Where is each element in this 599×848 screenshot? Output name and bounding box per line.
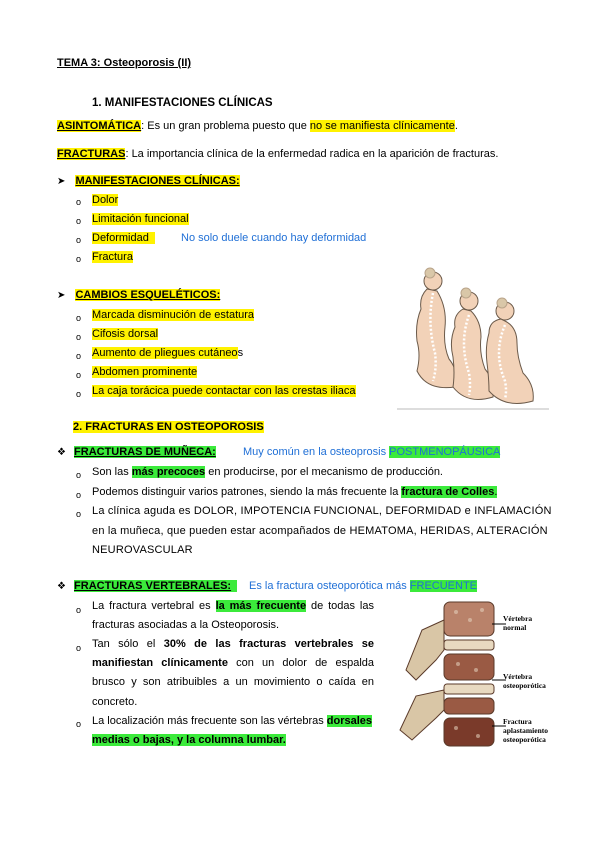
figure-label-aplast [503,717,548,744]
circle-bullet-icon: o [76,235,82,245]
asintomatica-highlight: no se manifiesta clínicamente [309,120,455,132]
figure-label-line: Vértebra [503,672,533,681]
list-item-bold: fractura de Colles [401,486,495,498]
list-item [92,483,497,502]
vertebrales-note-text: Es la fractura osteoporótica más [249,580,410,592]
muneca-note [243,446,500,458]
list-item-text: de todas las fracturas asociadas a la Osteoporosis. [92,600,374,632]
diamond-bullet-icon: ❖ [57,581,66,592]
muneca-heading: FRACTURAS DE MUÑECA: [74,446,216,458]
circle-bullet-icon: o [76,351,82,361]
fracturas-paragraph [57,148,498,160]
list-item-bold: 30% de las fracturas vertebrales se manifiestan clínicamente [92,638,374,670]
muneca-note-highlight: POSTMENOPÁUSICA [389,446,501,458]
list-item [92,229,155,248]
list-item-continued: NEUROVASCULAR [92,544,193,556]
circle-bullet-icon: o [76,719,82,729]
list-item-text: Fractura [92,251,133,263]
list-item-text: Cifosis dorsal [92,328,159,340]
figure-label-line: osteoporótica [503,681,546,690]
list-item [92,344,243,363]
figure-label-osteo [503,672,546,690]
asintomatica-text: : Es un gran problema puesto que [141,120,310,132]
vertebrae-illustration [386,600,506,750]
list-item [92,712,372,731]
figure-label-line: osteoporótica [503,735,546,744]
cambios-heading-row [57,289,220,301]
circle-bullet-icon: o [76,370,82,380]
section-2-heading-text: 2. FRACTURAS EN OSTEOPOROSIS [73,421,264,433]
list-item-continued: en la muñeca, que pueden estar acompañados de HEMATOMA, HERIDAS, ALTERACIÓN [92,525,548,537]
list-item-text: Deformidad [92,232,155,244]
figure-label-line: Vértebra [503,614,533,623]
list-item-text: Son las [92,466,132,478]
list-item-text: La fractura vertebral es [92,600,216,612]
asintomatica-paragraph [57,120,458,132]
figure-label-line: normal [503,623,527,632]
page-title: TEMA 3: Osteoporosis (II) [57,57,192,69]
list-item-text: en producirse, por el mecanismo de producción. [205,466,443,478]
list-item-text: Tan sólo el [92,638,164,650]
section-1-heading: 1. MANIFESTACIONES CLÍNICAS [92,97,273,109]
list-item-text: Marcada disminución de estatura [92,309,255,321]
list-item-text: Podemos distinguir varios patrones, siendo la más frecuente la [92,486,402,498]
arrow-bullet-icon: ➤ [57,176,66,187]
list-item-text: Dolor [92,194,119,206]
list-item [92,597,374,635]
manifestaciones-heading-row [57,175,240,187]
list-item [92,325,158,344]
vertebrales-heading: FRACTURAS VERTEBRALES: [74,580,237,592]
list-item [92,210,189,229]
deformidad-note: No solo duele cuando hay deformidad [181,232,367,244]
arrow-bullet-icon: ➤ [57,290,66,301]
circle-bullet-icon: o [76,254,82,264]
asintomatica-end: . [454,120,458,132]
list-item-continued [92,731,286,750]
circle-bullet-icon: o [76,332,82,342]
list-item [92,382,356,401]
circle-bullet-icon: o [76,216,82,226]
list-item-bold: medias o bajas, y la columna lumbar. [92,734,286,746]
list-item-text: con un dolor de espalda brusco y son atribuibles a un movimiento o caída en concreto. [92,657,375,708]
list-item-bold: dorsales [326,715,373,727]
list-item [92,248,133,267]
circle-bullet-icon: o [76,313,82,323]
list-item [92,191,118,210]
section-2-heading [73,421,264,433]
list-item-text: Limitación funcional [92,213,189,225]
list-item [92,306,254,325]
list-item [92,363,197,382]
list-item-text: . [494,486,498,498]
fracturas-text: : La importancia clínica de la enfermedad radica en la aparición de fracturas. [125,148,499,160]
muneca-heading-row [57,446,216,458]
vertebrales-heading-row [57,580,237,592]
figure-label-normal [503,614,532,632]
list-item-text: Aumento de pliegues cutáneo [92,347,238,359]
circle-bullet-icon: o [76,470,82,480]
list-item [92,463,443,482]
list-item-text: La localización más frecuente son las vértebras [92,715,327,727]
list-item-text: La caja torácica puede contactar con las crestas iliaca [92,385,356,397]
circle-bullet-icon: o [76,389,82,399]
circle-bullet-icon: o [76,605,82,615]
list-item [92,635,374,712]
list-item-bold: la más frecuente [215,600,307,612]
circle-bullet-icon: o [76,197,82,207]
circle-bullet-icon: o [76,509,82,519]
asintomatica-label: ASINTOMÁTICA [57,120,142,132]
list-item-text: Abdomen prominente [92,366,198,378]
circle-bullet-icon: o [76,643,82,653]
muneca-note-text: Muy común en la osteoprosis [243,446,390,458]
list-item-tail: s [237,347,244,359]
figure-label-line: Fractura [503,717,532,726]
figure-label-line: aplastamiento [503,726,548,735]
vertebrales-note [249,580,477,592]
fracturas-label: FRACTURAS [57,148,126,160]
vertebrales-note-highlight: FRECUENTE [409,580,478,592]
circle-bullet-icon: o [76,490,82,500]
cambios-heading: CAMBIOS ESQUELÉTICOS: [75,289,221,301]
manifestaciones-heading: MANIFESTACIONES CLÍNICAS: [75,175,240,187]
list-item: La clínica aguda es DOLOR, IMPOTENCIA FUNCIONAL, DEFORMIDAD e INFLAMACIÓN [92,505,552,517]
list-item-bold: más precoces [131,466,206,478]
posture-progression-illustration [397,263,549,411]
diamond-bullet-icon: ❖ [57,447,66,458]
